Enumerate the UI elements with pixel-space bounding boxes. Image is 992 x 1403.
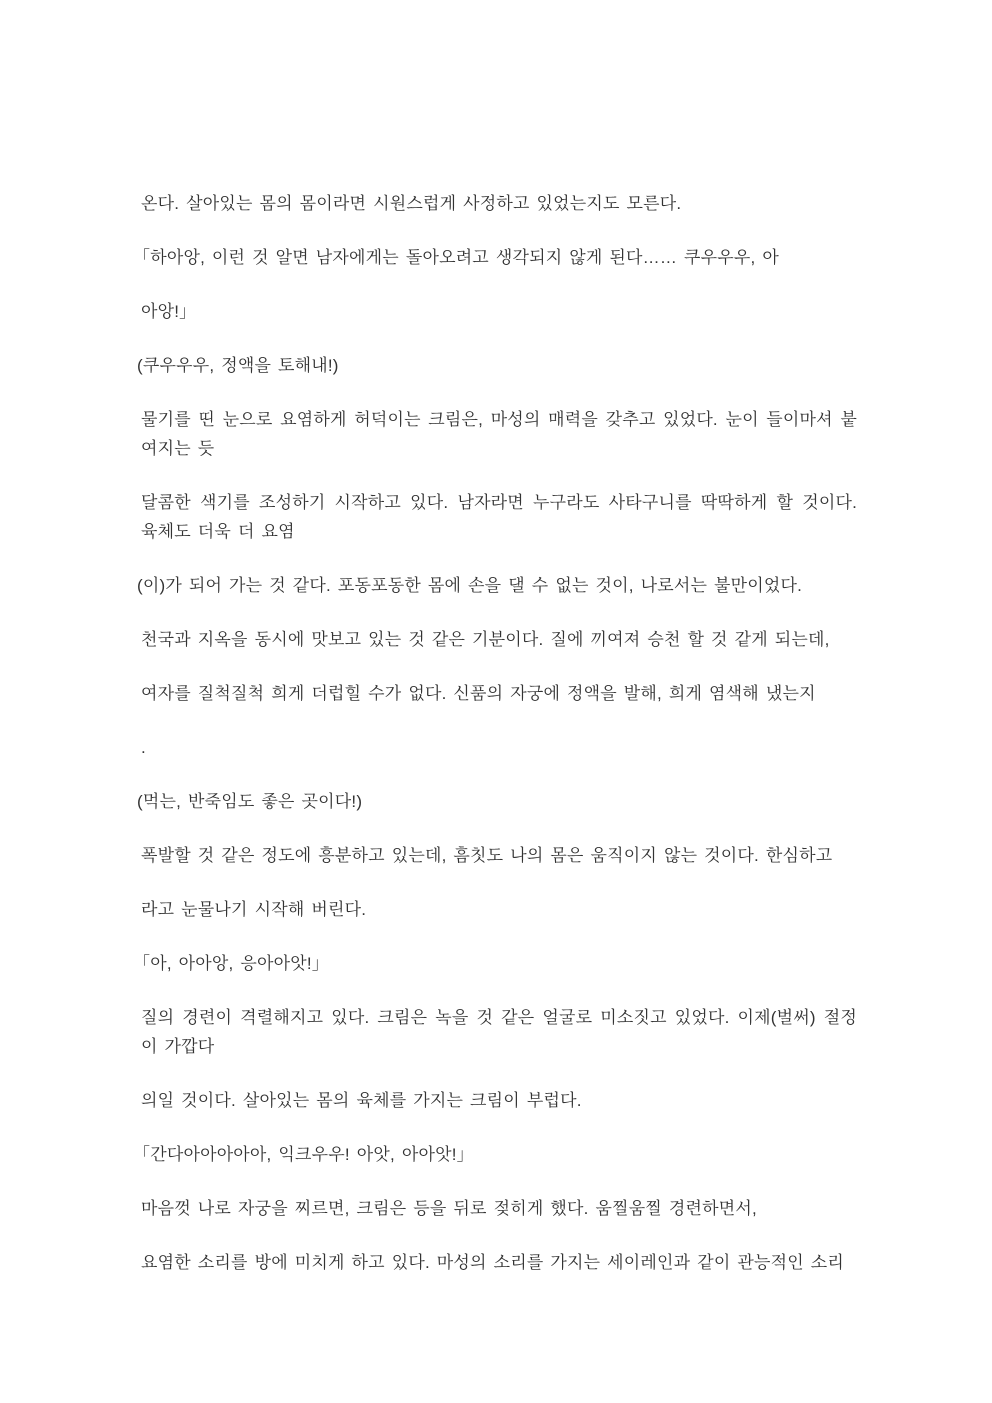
paragraph-16: 의일 것이다. 살아있는 몸의 육체를 가지는 크림이 부럽다. — [141, 1091, 582, 1110]
paragraph-19: 요염한 소리를 방에 미치게 하고 있다. 마성의 소리를 가지는 세이레인과 같이 관능적인 소리 — [141, 1253, 845, 1272]
paragraph-14: 「아, 아아앙, 응아아앗!」 — [133, 954, 329, 973]
paragraph-15: 질의 경련이 격렬해지고 있다. 크림은 녹을 것 같은 얼굴로 미소짓고 있었다. 이제(벌써) 절정이 가깝다 — [141, 1008, 857, 1056]
paragraph-5: 물기를 띤 눈으로 요염하게 허덕이는 크림은, 마성의 매력을 갖추고 있었다. 눈이 들이마셔 붙여지는 듯 — [141, 410, 857, 458]
paragraph-8: 천국과 지옥을 동시에 맛보고 있는 것 같은 기분이다. 질에 끼여져 승천 할 것 같게 되는데, — [141, 630, 830, 649]
document-page — [133, 189, 857, 1302]
paragraph-18: 마음껏 나로 자궁을 찌르면, 크림은 등을 뒤로 젖히게 했다. 움찔움찔 경련하면서, — [141, 1199, 757, 1218]
paragraph-1: 온다. 살아있는 몸의 몸이라면 시원스럽게 사정하고 있었는지도 모른다. — [141, 194, 682, 213]
paragraph-12: 폭발할 것 같은 정도에 흥분하고 있는데, 흠칫도 나의 몸은 움직이지 않는 것이다. 한심하고 — [141, 846, 833, 865]
paragraph-7: (이)가 되어 가는 것 같다. 포동포동한 몸에 손을 댈 수 없는 것이, 나로서는 불만이었다. — [137, 576, 803, 595]
paragraph-4: (쿠우우우, 정액을 토해내!) — [137, 356, 339, 375]
paragraph-11: (먹는, 반죽임도 좋은 곳이다!) — [137, 792, 363, 811]
paragraph-6: 달콤한 색기를 조성하기 시작하고 있다. 남자라면 누구라도 사타구니를 딱딱하게 할 것이다. 육체도 더욱 더 요염 — [141, 493, 857, 541]
paragraph-17: 「간다아아아아아, 익크우우! 아앗, 아아앗!」 — [133, 1145, 474, 1164]
paragraph-9: 여자를 질척질척 희게 더럽힐 수가 없다. 신품의 자궁에 정액을 발해, 희게 염색해 냈는지 — [141, 684, 816, 703]
paragraph-10: . — [141, 738, 146, 757]
paragraph-3: 아앙!」 — [141, 302, 197, 321]
paragraph-2: 「하아앙, 이런 것 알면 남자에게는 돌아오려고 생각되지 않게 된다…… 쿠우우우, 아 — [133, 248, 779, 267]
paragraph-13: 라고 눈물나기 시작해 버린다. — [141, 900, 367, 919]
